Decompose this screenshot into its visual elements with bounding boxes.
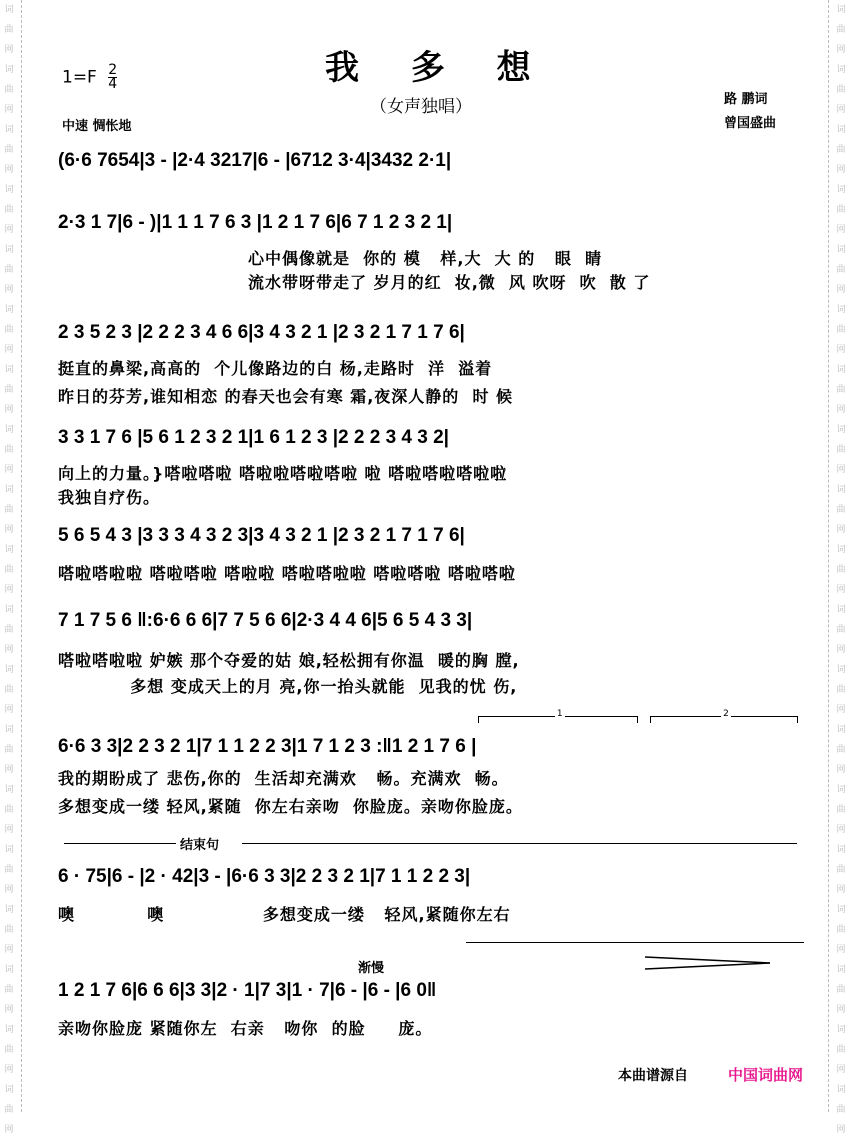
watermark-char: 曲 xyxy=(836,205,846,215)
watermark-char: 曲 xyxy=(4,985,14,995)
watermark-char: 曲 xyxy=(836,685,846,695)
watermark-char: 曲 xyxy=(836,925,846,935)
watermark-char: 网 xyxy=(4,585,14,595)
watermark-char: 曲 xyxy=(4,85,14,95)
watermark-char: 词 xyxy=(4,725,14,735)
watermark-char: 曲 xyxy=(4,745,14,755)
watermark-char: 词 xyxy=(4,5,14,15)
watermark-char: 曲 xyxy=(836,745,846,755)
notes: 6 · 75|6 - |2 · 42|3 - |6·6 3 3|2 2 3 2 1|7 1 1 2 2 3| xyxy=(58,866,471,887)
watermark-char: 网 xyxy=(836,525,846,535)
watermark-char: 网 xyxy=(4,765,14,775)
score-line-8 xyxy=(58,866,803,926)
ritardando-mark: 渐慢 xyxy=(358,961,385,976)
watermark-char: 网 xyxy=(4,525,14,535)
watermark-char: 词 xyxy=(836,905,846,915)
watermark-char: 曲 xyxy=(836,445,846,455)
watermark-char: 网 xyxy=(836,465,846,475)
watermark-char: 网 xyxy=(836,705,846,715)
watermark-char: 网 xyxy=(4,825,14,835)
watermark-char: 词 xyxy=(836,665,846,675)
lyrics-verse-1: 嗒啦嗒啦啦 嗒啦嗒啦 嗒啦啦 嗒啦嗒啦啦 嗒啦嗒啦 嗒啦嗒啦 xyxy=(58,564,516,583)
watermark-char: 网 xyxy=(4,165,14,175)
watermark-char: 网 xyxy=(836,1005,846,1015)
watermark-char: 词 xyxy=(836,245,846,255)
notes: 1 2 1 7 6|6 6 6|3 3|2 · 1|7 3|1 · 7|6 - |6 - |6 0‖ xyxy=(58,980,437,1001)
watermark-char: 曲 xyxy=(4,265,14,275)
watermark-char: 网 xyxy=(836,825,846,835)
notes: 7 1 7 5 6 ‖:6·6 6 6|7 7 5 6 6|2·3 4 4 6|5 6 5 4 3 3| xyxy=(58,610,473,631)
watermark-char: 网 xyxy=(4,405,14,415)
first-ending-bracket: 1 xyxy=(478,716,638,723)
key-label: 1=F xyxy=(62,67,97,88)
lyricist: 路 鹏词 xyxy=(724,92,768,107)
watermark-char: 曲 xyxy=(836,1105,846,1115)
score-line-2 xyxy=(58,212,803,302)
watermark-char: 网 xyxy=(836,405,846,415)
score-line-1 xyxy=(58,150,803,190)
watermark-char: 曲 xyxy=(836,805,846,815)
page-title: 我 多 想 xyxy=(325,48,551,88)
section-label: 结束句 xyxy=(180,838,220,853)
decrescendo-icon xyxy=(645,955,770,971)
notes: 2·3 1 7|6 - )|1 1 1 7 6 3 |1 2 1 7 6|6 7 1 2 3 2 1| xyxy=(58,212,453,233)
ritardando-line xyxy=(466,942,804,943)
watermark-char: 网 xyxy=(836,885,846,895)
watermark-char: 网 xyxy=(836,285,846,295)
watermark-char: 词 xyxy=(4,125,14,135)
lyrics-verse-1: 亲吻你脸庞 紧随你左 右亲 吻你 的脸 庞。 xyxy=(58,1019,433,1038)
second-ending-bracket: 2 xyxy=(650,716,798,723)
watermark-char: 曲 xyxy=(836,145,846,155)
watermark-char: 曲 xyxy=(4,805,14,815)
watermark-char: 曲 xyxy=(836,565,846,575)
watermark-char: 曲 xyxy=(4,565,14,575)
watermark-char: 词 xyxy=(836,485,846,495)
watermark-char: 词 xyxy=(4,1085,14,1095)
watermark-char: 词 xyxy=(4,965,14,975)
watermark-char: 词 xyxy=(836,365,846,375)
watermark-char: 网 xyxy=(4,345,14,355)
watermark-char: 词 xyxy=(4,365,14,375)
subtitle: （女声独唱） xyxy=(370,97,472,117)
score-line-4 xyxy=(58,427,803,517)
watermark-char: 网 xyxy=(4,1065,14,1075)
watermark-char: 词 xyxy=(836,185,846,195)
lyrics-verse-1: 我的期盼成了 悲伤,你的 生活却充满欢 畅。充满欢 畅。 xyxy=(58,769,509,788)
watermark-char: 词 xyxy=(836,1085,846,1095)
watermark-char: 曲 xyxy=(4,625,14,635)
watermark-char: 网 xyxy=(4,285,14,295)
watermark-char: 曲 xyxy=(4,925,14,935)
watermark-char: 曲 xyxy=(836,325,846,335)
watermark-char: 网 xyxy=(4,1005,14,1015)
watermark-char: 曲 xyxy=(4,25,14,35)
watermark-char: 曲 xyxy=(836,25,846,35)
watermark-char: 网 xyxy=(4,105,14,115)
tempo-marking: 中速 惆怅地 xyxy=(62,119,132,134)
watermark-char: 词 xyxy=(4,845,14,855)
watermark-char: 词 xyxy=(836,65,846,75)
lyrics-verse-1: 心中偶像就是 你的 模 样,大 大 的 眼 睛 xyxy=(248,249,603,268)
watermark-char: 曲 xyxy=(836,385,846,395)
watermark-char: 网 xyxy=(4,645,14,655)
watermark-char: 词 xyxy=(836,965,846,975)
lyrics-verse-1: 挺直的鼻梁,高高的 个儿像路边的白 杨,走路时 洋 溢着 xyxy=(58,359,493,378)
notes: 5 6 5 4 3 |3 3 3 4 3 2 3|3 4 3 2 1 |2 3 2 1 7 1 7 6| xyxy=(58,525,465,546)
watermark-char: 词 xyxy=(4,905,14,915)
composer: 曾国盛曲 xyxy=(724,116,777,131)
watermark-char: 词 xyxy=(4,305,14,315)
score-line-9 xyxy=(58,980,803,1040)
watermark-char: 词 xyxy=(836,605,846,615)
watermark-char: 曲 xyxy=(4,1105,14,1115)
score-line-6 xyxy=(58,610,803,700)
watermark-char: 曲 xyxy=(4,505,14,515)
left-margin-line xyxy=(21,0,22,1112)
watermark-char: 网 xyxy=(4,885,14,895)
watermark-char: 网 xyxy=(4,1125,14,1135)
right-margin-line xyxy=(828,0,829,1112)
watermark-char: 曲 xyxy=(4,445,14,455)
watermark-char: 网 xyxy=(836,1065,846,1075)
watermark-char: 词 xyxy=(4,185,14,195)
watermark-char: 曲 xyxy=(4,685,14,695)
watermark-char: 词 xyxy=(836,5,846,15)
watermark-char: 曲 xyxy=(4,1045,14,1055)
watermark-char: 网 xyxy=(4,705,14,715)
section-rule-right xyxy=(242,843,797,844)
watermark-char: 词 xyxy=(836,305,846,315)
lyrics-verse-1: 嗒啦嗒啦啦 妒嫉 那个夺爱的姑 娘,轻松拥有你温 暖的胸 膛, xyxy=(58,651,520,670)
watermark-char: 曲 xyxy=(836,85,846,95)
watermark-char: 网 xyxy=(836,45,846,55)
notes: 6·6 3 3|2 2 3 2 1|7 1 1 2 2 3|1 7 1 2 3 :‖1 2 1 7 6 | xyxy=(58,736,477,757)
watermark-char: 网 xyxy=(4,45,14,55)
watermark-char: 曲 xyxy=(836,1045,846,1055)
watermark-char: 词 xyxy=(4,605,14,615)
watermark-char: 网 xyxy=(4,945,14,955)
time-signature: $\frac{2}{4}$ xyxy=(108,62,118,92)
watermark-char: 曲 xyxy=(4,205,14,215)
watermark-char: 曲 xyxy=(836,985,846,995)
lyrics-verse-2: 多想 变成天上的月 亮,你一抬头就能 见我的忧 伤, xyxy=(58,677,518,696)
watermark-char: 曲 xyxy=(836,505,846,515)
watermark-left xyxy=(2,0,18,1135)
section-rule-left xyxy=(64,843,176,844)
watermark-char: 网 xyxy=(836,765,846,775)
lyrics-verse-2: 多想变成一缕 轻风,紧随 你左右亲吻 你脸庞。亲吻你脸庞。 xyxy=(58,797,523,816)
key-signature xyxy=(62,64,117,91)
watermark-char: 网 xyxy=(836,645,846,655)
source-label: 本曲谱源自 xyxy=(618,1068,688,1084)
watermark-char: 网 xyxy=(836,105,846,115)
watermark-char: 词 xyxy=(4,1025,14,1035)
score-line-7 xyxy=(58,736,803,826)
watermark-char: 词 xyxy=(836,125,846,135)
watermark-char: 词 xyxy=(4,545,14,555)
watermark-char: 曲 xyxy=(836,625,846,635)
watermark-char: 词 xyxy=(4,425,14,435)
watermark-char: 网 xyxy=(836,1125,846,1135)
watermark-char: 网 xyxy=(4,225,14,235)
score-line-5 xyxy=(58,525,803,585)
watermark-char: 网 xyxy=(836,945,846,955)
watermark-char: 曲 xyxy=(4,385,14,395)
score-line-3 xyxy=(58,322,803,412)
notes: 3 3 1 7 6 |5 6 1 2 3 2 1|1 6 1 2 3 |2 2 2 3 4 3 2| xyxy=(58,427,450,448)
watermark-char: 网 xyxy=(836,165,846,175)
watermark-char: 网 xyxy=(4,465,14,475)
watermark-char: 词 xyxy=(836,845,846,855)
watermark-char: 词 xyxy=(4,785,14,795)
watermark-char: 网 xyxy=(836,345,846,355)
watermark-char: 词 xyxy=(836,425,846,435)
watermark-char: 曲 xyxy=(4,325,14,335)
notes: (6·6 7654|3 - |2·4 3217|6 - |6712 3·4|3432 2·1| xyxy=(58,150,452,171)
source-site-link[interactable]: 中国词曲网 xyxy=(728,1066,804,1084)
watermark-char: 词 xyxy=(4,665,14,675)
watermark-char: 词 xyxy=(836,545,846,555)
watermark-char: 词 xyxy=(836,785,846,795)
watermark-right xyxy=(834,0,850,1135)
watermark-char: 词 xyxy=(836,725,846,735)
watermark-char: 词 xyxy=(4,245,14,255)
watermark-char: 曲 xyxy=(4,145,14,155)
watermark-char: 词 xyxy=(836,1025,846,1035)
lyrics-verse-2: 流水带呀带走了 岁月的红 妆,微 风 吹呀 吹 散 了 xyxy=(248,273,651,292)
lyrics-verse-1: 噢 噢 多想变成一缕 轻风,紧随你左右 xyxy=(58,905,511,924)
watermark-char: 词 xyxy=(4,485,14,495)
lyrics-verse-1: 向上的力量。}嗒啦嗒啦 嗒啦啦嗒啦嗒啦 啦 嗒啦嗒啦嗒啦啦 xyxy=(58,464,508,483)
watermark-char: 曲 xyxy=(4,865,14,875)
watermark-char: 词 xyxy=(4,65,14,75)
lyrics-verse-2: 昨日的芬芳,谁知相恋 的春天也会有寒 霜,夜深人静的 时 候 xyxy=(58,387,514,406)
watermark-char: 网 xyxy=(836,585,846,595)
watermark-char: 曲 xyxy=(836,265,846,275)
watermark-char: 网 xyxy=(836,225,846,235)
notes: 2 3 5 2 3 |2 2 2 3 4 6 6|3 4 3 2 1 |2 3 2 1 7 1 7 6| xyxy=(58,322,465,343)
watermark-char: 曲 xyxy=(836,865,846,875)
lyrics-verse-2: 我独自疗伤。 xyxy=(58,488,161,507)
